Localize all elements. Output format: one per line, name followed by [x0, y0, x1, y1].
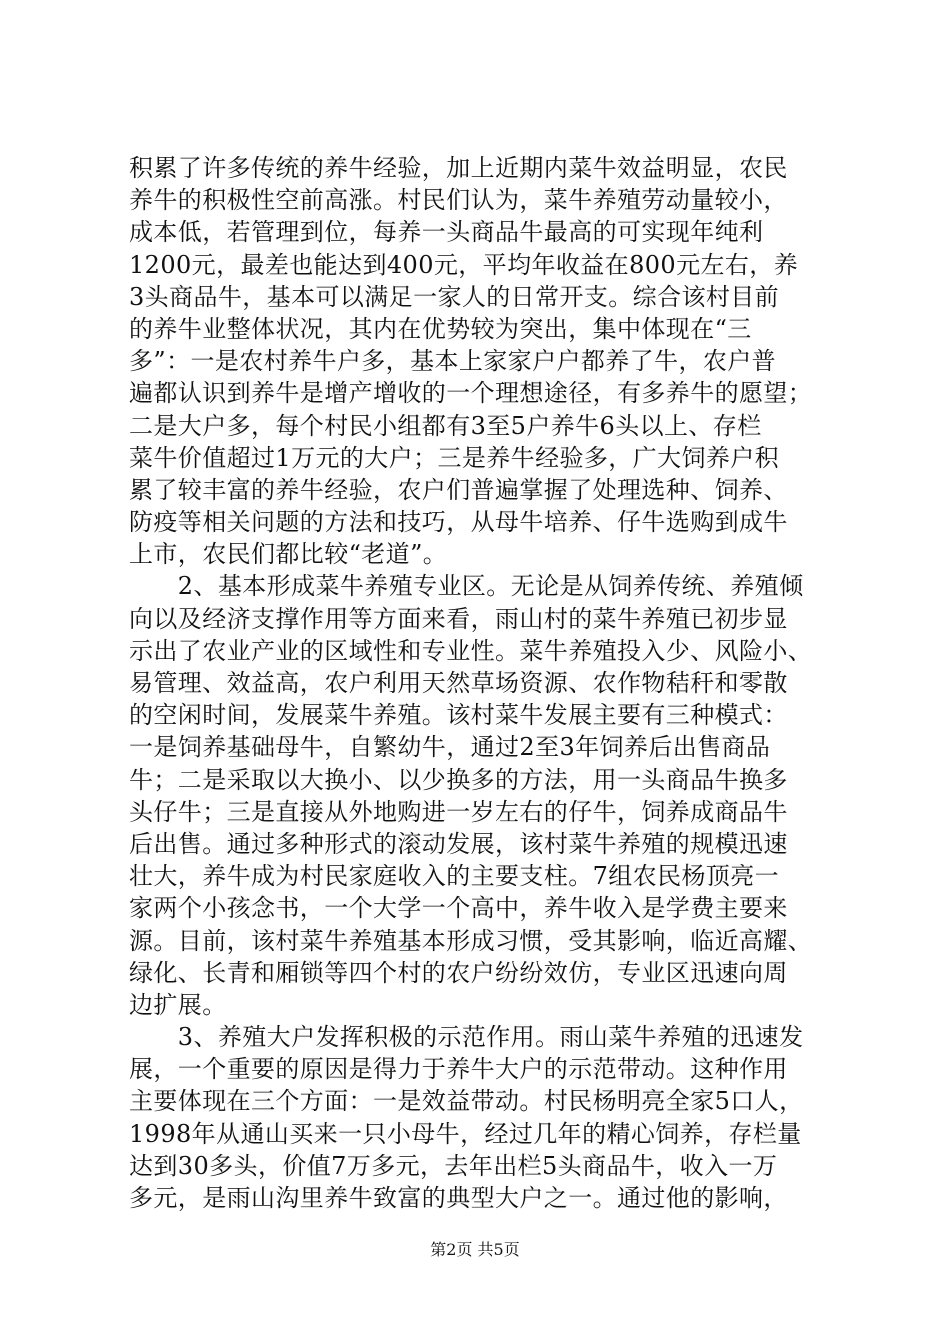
text-line: 源。目前，该村菜牛养殖基本形成习惯，受其影响，临近高耀、	[129, 926, 813, 955]
text-line: 一是饲养基础母牛，自繁幼牛，通过2至3年饲养后出售商品	[129, 733, 771, 762]
text-line: 易管理、效益高，农户利用天然草场资源、农作物秸秆和零散	[129, 669, 788, 697]
text-line: 菜牛价值超过1万元的大户；三是养牛经验多，广大饲养户积	[129, 443, 780, 472]
text-line: 3、养殖大户发挥积极的示范作用。雨山菜牛养殖的迅速发	[129, 1023, 804, 1052]
text-line: 绿化、长青和厢锁等四个村的农户纷纷效仿，专业区迅速向周	[129, 958, 788, 987]
text-line: 养牛的积极性空前高涨。村民们认为，菜牛养殖劳动量较小，	[129, 186, 788, 215]
text-line: 达到30多头，价值7万多元，去年出栏5头商品牛，收入一万	[129, 1151, 778, 1180]
text-line: 二是大户多，每个村民小组都有3至5户养牛6头以上、存栏	[129, 411, 762, 440]
text-line: 的养牛业整体状况，其内在优势较为突出，集中体现在“三	[129, 314, 752, 343]
text-line: 主要体现在三个方面：一是效益带动。村民杨明亮全家5口人，	[129, 1087, 804, 1116]
text-line: 头仔牛；三是直接从外地购进一岁左右的仔牛，饲养成商品牛	[129, 797, 788, 826]
text-line: 家两个小孩念书，一个大学一个高中，养牛收入是学费主要来	[129, 894, 788, 923]
text-line: 多元，是雨山沟里养牛致富的典型大户之一。通过他的影响，	[129, 1184, 788, 1212]
text-line: 1200元，最差也能达到400元，平均年收益在800元左右，养	[129, 250, 799, 279]
text-line: 积累了许多传统的养牛经验，加上近期内菜牛效益明显，农民	[129, 154, 788, 182]
text-line: 成本低，若管理到位，每养一头商品牛最高的可实现年纯利	[129, 218, 764, 247]
text-line: 壮大，养牛成为村民家庭收入的主要支柱。7组农民杨顶亮一	[129, 862, 780, 891]
text-line: 示出了农业产业的区域性和专业性。菜牛养殖投入少、风险小、	[129, 636, 813, 665]
text-line: 后出售。通过多种形式的滚动发展，该村菜牛养殖的规模迅速	[129, 829, 788, 858]
text-line: 1998年从通山买来一只小母牛，经过几年的精心饲养，存栏量	[129, 1119, 802, 1148]
text-line: 防疫等相关问题的方法和技巧，从母牛培养、仔牛选购到成牛	[129, 508, 788, 537]
text-line: 向以及经济支撑作用等方面来看，雨山村的菜牛养殖已初步显	[129, 604, 788, 633]
text-line: 2、基本形成菜牛养殖专业区。无论是从饲养传统、养殖倾	[129, 572, 804, 601]
text-line: 展，一个重要的原因是得力于养牛大户的示范带动。这种作用	[129, 1055, 788, 1084]
text-line: 牛；二是采取以大换小、以少换多的方法，用一头商品牛换多	[129, 765, 788, 794]
text-line: 的空闲时间，发展菜牛养殖。该村菜牛发展主要有三种模式：	[129, 701, 788, 730]
text-line: 遍都认识到养牛是增产增收的一个理想途径，有多养牛的愿望；	[129, 379, 813, 408]
text-line: 多”：一是农村养牛户多，基本上家家户户都养了牛，农户普	[129, 347, 777, 376]
text-line: 3头商品牛，基本可以满足一家人的日常开支。综合该村目前	[129, 282, 780, 311]
body-text	[129, 152, 829, 1214]
text-line: 边扩展。	[129, 990, 227, 1019]
text-line: 累了较丰富的养牛经验，农户们普遍掌握了处理选种、饲养、	[129, 475, 788, 504]
text-line: 上市，农民们都比较“老道”。	[129, 540, 448, 569]
page-number-footer: 第2页 共5页	[430, 1240, 520, 1259]
